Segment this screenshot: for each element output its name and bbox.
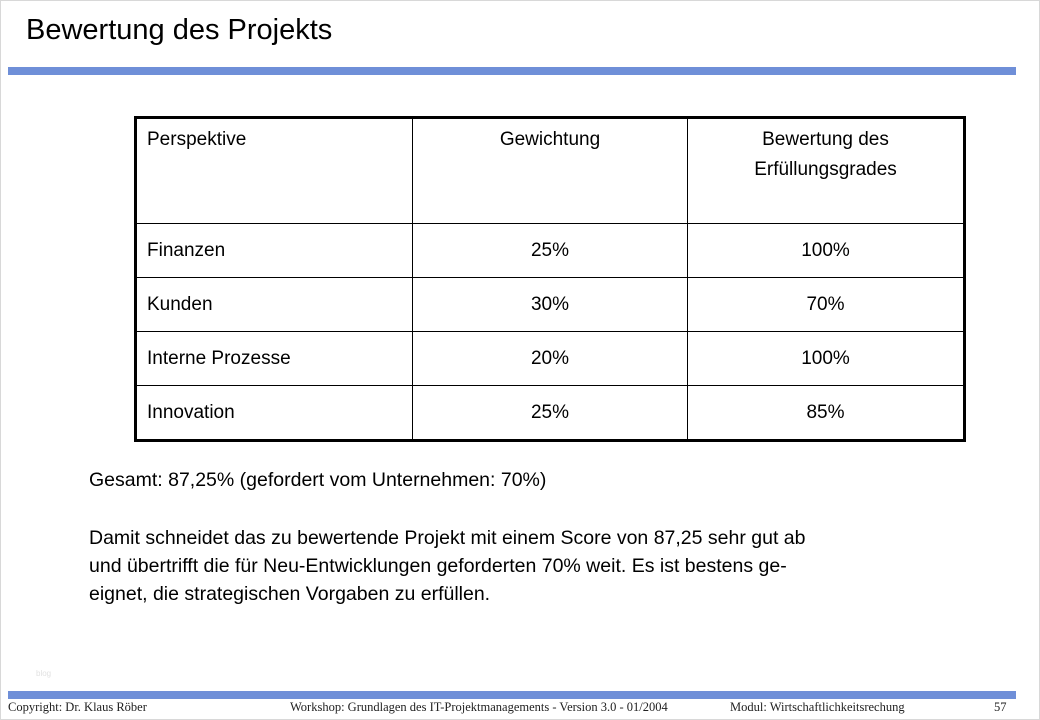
conclusion-line: Damit schneidet das zu bewertende Projekt mit einem Score von 87,25 sehr gut ab [89,527,806,549]
cell-perspective: Interne Prozesse [136,332,413,386]
table-row [136,278,965,332]
watermark: blog [36,669,52,678]
footer-divider [8,691,1016,699]
header-rating: Bewertung des Erfüllungsgrades [688,118,965,224]
conclusion-paragraph [89,524,989,608]
table-row [136,386,965,441]
title-divider [8,67,1016,75]
cell-weight: 25% [413,386,688,441]
cell-rating: 100% [688,332,965,386]
cell-rating: 100% [688,224,965,278]
table-header-row [136,118,965,224]
conclusion-line: und übertrifft die für Neu-Entwicklungen geforderten 70% weit. Es ist bestens ge- [89,555,787,577]
table-row [136,224,965,278]
cell-weight: 30% [413,278,688,332]
cell-perspective: Finanzen [136,224,413,278]
cell-perspective: Innovation [136,386,413,441]
cell-weight: 25% [413,224,688,278]
cell-rating: 70% [688,278,965,332]
header-perspective: Perspektive [136,118,413,224]
conclusion-line: eignet, die strategischen Vorgaben zu erfüllen. [89,583,491,605]
header-weight: Gewichtung [413,118,688,224]
cell-perspective: Kunden [136,278,413,332]
footer-module: Modul: Wirtschaftlichkeitsrechung [730,700,905,714]
cell-rating: 85% [688,386,965,441]
table-row [136,332,965,386]
total-score-summary: Gesamt: 87,25% (gefordert vom Unternehmen: 70%) [89,469,547,491]
slide-title: Bewertung des Projekts [26,14,333,46]
footer-page-number: 57 [994,700,1007,714]
footer-workshop-title: Workshop: Grundlagen des IT-Projektmanagements - Version 3.0 - 01/2004 [290,700,668,714]
cell-weight: 20% [413,332,688,386]
evaluation-table [134,116,966,442]
footer-copyright: Copyright: Dr. Klaus Röber [8,700,147,714]
